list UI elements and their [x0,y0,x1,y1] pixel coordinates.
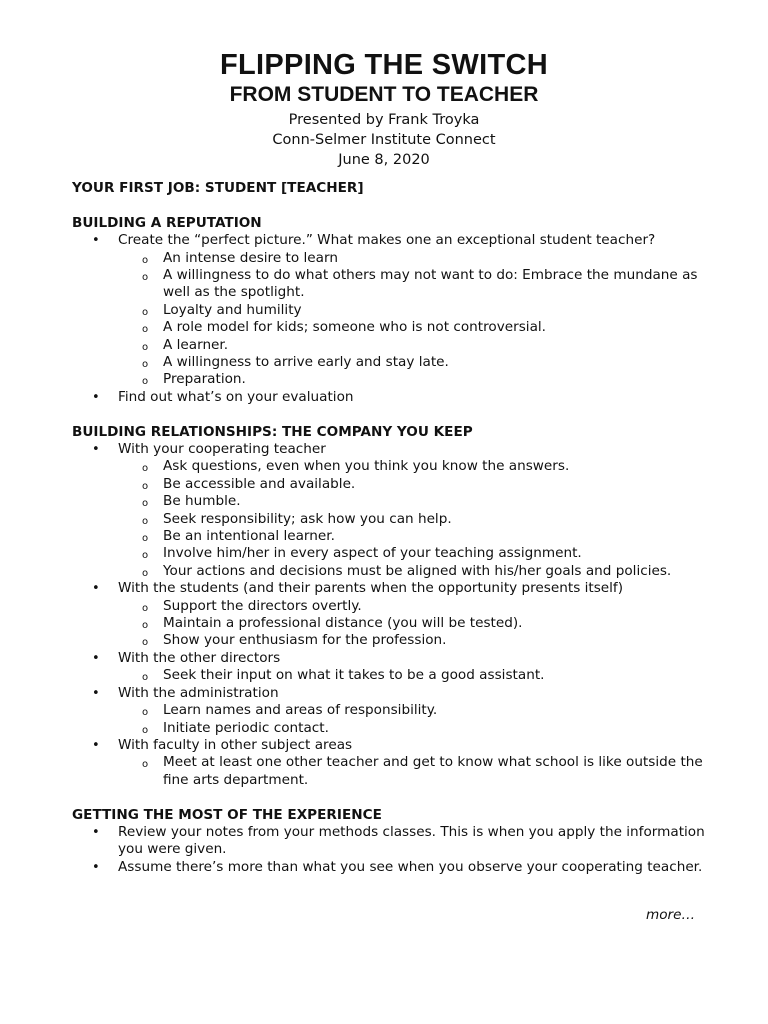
bullet-icon: • [92,389,100,405]
bullet-item [72,685,712,737]
bullet-text: Review your notes from your methods classes. This is when you apply the information you were given. [118,823,705,858]
section-heading: BUILDING A REPUTATION [72,214,262,231]
bullet-item [72,389,712,406]
bullet-item [72,580,712,650]
sub-bullet-list [118,598,712,650]
sub-bullet-item [118,458,712,475]
bullet-item [72,441,712,580]
sub-bullet-item [118,598,712,615]
bullet-text: With faculty in other subject areas [118,736,353,753]
sub-bullet-list [118,754,712,789]
bullet-list [72,441,712,789]
bullet-item [72,737,712,789]
sub-bullet-item [118,302,712,319]
sections-container [72,215,712,876]
sub-bullet-text: Seek their input on what it takes to be a good assistant. [163,667,545,684]
presenter-line: Presented by Frank Troyka [288,112,480,128]
intro-heading: YOUR FIRST JOB: STUDENT [TEACHER] [72,180,364,196]
bullet-item [72,859,712,876]
sub-bullet-item [118,720,712,737]
sub-bullet-text: A learner. [163,336,229,353]
bullet-icon: • [92,737,100,753]
sub-bullet-icon: o [142,306,149,318]
sub-bullet-text: Loyalty and humility [163,301,302,318]
sub-bullet-icon: o [142,498,149,510]
sub-bullet-text: A role model for kids; someone who is not controversial. [163,319,546,336]
sub-bullet-icon: o [142,637,149,649]
sub-bullet-text: A willingness to do what others may not want to do: Embrace the mundane as well as the spotlight. [163,266,698,301]
sub-bullet-item [118,545,712,562]
date-line: June 8, 2020 [338,152,430,168]
bullet-list [72,824,712,876]
sub-bullet-icon: o [142,550,149,562]
sub-bullet-icon: o [142,463,149,475]
sub-bullet-item [118,371,712,388]
bullet-icon: • [92,824,100,840]
sub-bullet-text: Seek responsibility; ask how you can help. [163,510,452,527]
bullet-icon: • [92,650,100,666]
sub-bullet-item [118,319,712,336]
sub-bullet-icon: o [142,359,149,371]
bullet-text: Create the “perfect picture.” What makes one an exceptional student teacher? [118,232,656,249]
sub-bullet-icon: o [142,533,149,545]
sub-bullet-text: An intense desire to learn [163,249,338,266]
bullet-icon: • [92,581,100,597]
sub-bullet-icon: o [142,567,149,579]
spacer [72,789,712,806]
sub-bullet-text: Ask questions, even when you think you know the answers. [163,458,570,475]
bullet-text: With your cooperating teacher [118,441,326,458]
sub-bullet-item [118,337,712,354]
sub-bullet-item [118,702,712,719]
sub-bullet-item [118,476,712,493]
sub-bullet-text: Involve him/her in every aspect of your teaching assignment. [163,545,582,562]
sub-bullet-text: A willingness to arrive early and stay late. [163,354,449,371]
bullet-text: Assume there’s more than what you see when you observe your cooperating teacher. [118,858,703,875]
sub-bullet-item [118,493,712,510]
sub-bullet-list [118,250,712,389]
sub-bullet-text: Preparation. [163,371,246,388]
sub-bullet-list [118,702,712,737]
document-subtitle: FROM STUDENT TO TEACHER [229,83,539,106]
sub-bullet-text: Meet at least one other teacher and get to know what school is like outside the fine arts department. [163,754,703,788]
section-heading: BUILDING RELATIONSHIPS: THE COMPANY YOU KEEP [72,423,473,440]
sub-bullet-item [118,250,712,267]
sub-bullet-icon: o [142,620,149,632]
sub-bullet-icon: o [142,341,149,353]
spacer [72,406,712,423]
sub-bullet-icon: o [142,480,149,492]
sub-bullet-icon: o [142,271,149,283]
sub-bullet-text: Be humble. [163,493,241,510]
sub-bullet-item [118,563,712,580]
bullet-list [72,232,712,406]
bullet-icon: • [92,859,100,875]
sub-bullet-icon: o [142,672,149,684]
bullet-item [72,232,712,389]
bullet-icon: • [92,685,100,701]
sub-bullet-item [118,615,712,632]
sub-bullet-icon: o [142,515,149,527]
bullet-text: With the other directors [118,649,281,666]
more-link-text: more… [646,907,696,923]
sub-bullet-item [118,632,712,649]
bullet-text: With the administration [118,684,279,701]
sub-bullet-list [118,458,712,580]
sub-bullet-item [118,667,712,684]
bullet-item [72,650,712,685]
event-line: Conn-Selmer Institute Connect [272,132,496,148]
bullet-text: Find out what’s on your evaluation [118,388,354,405]
sub-bullet-icon: o [142,707,149,719]
sub-bullet-icon: o [142,254,149,266]
spacer [72,197,712,214]
sub-bullet-text: Be an intentional learner. [163,528,335,545]
sub-bullet-text: Initiate periodic contact. [163,719,329,736]
sub-bullet-icon: o [142,724,149,736]
bullet-icon: • [92,233,100,249]
bullet-icon: • [92,442,100,458]
sub-bullet-icon: o [142,324,149,336]
document-header [0,48,768,170]
sub-bullet-icon: o [142,602,149,614]
sub-bullet-item [118,528,712,545]
bullet-item [72,824,712,859]
sub-bullet-icon: o [142,376,149,388]
sub-bullet-text: Learn names and areas of responsibility. [163,702,438,719]
bullet-text: With the students (and their parents when the opportunity presents itself) [118,580,624,597]
document-body [72,180,712,876]
document-title: FLIPPING THE SWITCH [220,49,548,81]
sub-bullet-text: Show your enthusiasm for the profession. [163,632,447,649]
sub-bullet-text: Your actions and decisions must be aligned with his/her goals and policies. [163,562,672,579]
sub-bullet-list [118,667,712,684]
sub-bullet-text: Support the directors overtly. [163,597,362,614]
sub-bullet-text: Maintain a professional distance (you will be tested). [163,615,523,632]
sub-bullet-item [118,354,712,371]
sub-bullet-text: Be accessible and available. [163,475,356,492]
sub-bullet-item [118,511,712,528]
section-heading: GETTING THE MOST OF THE EXPERIENCE [72,806,382,823]
sub-bullet-item [118,267,712,302]
sub-bullet-item [118,754,712,789]
sub-bullet-icon: o [142,759,149,771]
